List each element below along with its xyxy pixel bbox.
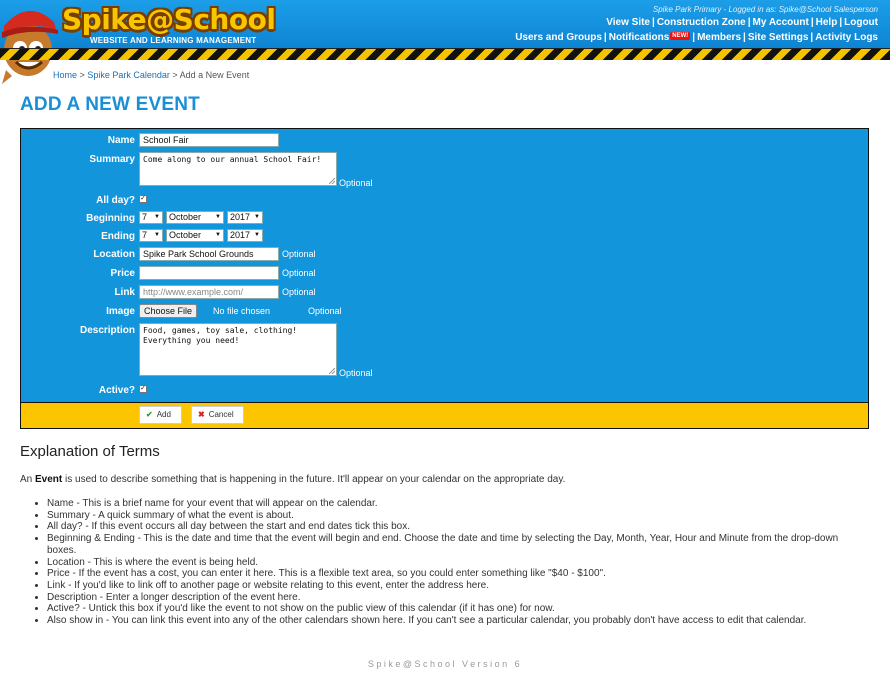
hazard-stripe	[0, 48, 890, 60]
caret-down-icon: ▼	[254, 232, 260, 238]
active-label: Active?	[98, 385, 135, 396]
beginning-year-value: 2017	[230, 212, 251, 222]
check-circle-icon: ✔	[146, 410, 153, 419]
resize-handle-icon[interactable]	[329, 178, 335, 184]
ending-year-select[interactable]	[227, 229, 263, 242]
choose-file-button[interactable]: Choose File	[139, 304, 197, 318]
list-item: • Location - This is where the event is being held.	[47, 557, 869, 569]
cancel-button-label: Cancel	[208, 410, 234, 419]
ending-year-value: 2017	[230, 230, 251, 240]
beginning-year-select[interactable]	[227, 211, 263, 224]
nav-my-account[interactable]: My Account	[752, 17, 809, 28]
logo-tagline: WEBSITE AND LEARNING MANAGEMENT	[90, 36, 257, 45]
all-day-label: All day?	[96, 195, 135, 206]
list-item: • Also show in - You can link this event into any of the other calendars shown here. If you can't see a particular calendar, you probably don't have access to edit that calendar.	[47, 615, 869, 627]
cancel-button[interactable]	[191, 406, 244, 424]
breadcrumb-home[interactable]: Home	[53, 70, 78, 80]
price-label: Price	[110, 268, 135, 279]
nav-activity-logs[interactable]: Activity Logs	[815, 32, 878, 43]
breadcrumb-separator: >	[172, 70, 178, 80]
logged-in-status: Spike Park Primary - Logged in as: Spike@School Salesperson	[652, 5, 878, 14]
new-badge: NEW!	[672, 33, 689, 39]
beginning-month-select[interactable]	[166, 211, 224, 224]
nav-logout[interactable]: Logout	[844, 17, 878, 28]
summary-text: Come along to our annual School Fair!	[143, 155, 322, 164]
intro-prefix: An	[20, 474, 33, 485]
ending-month-value: October	[169, 230, 202, 240]
all-day-checkbox[interactable]: ✓	[140, 195, 146, 202]
name-label: Name	[107, 135, 135, 146]
breadcrumb-separator: >	[79, 70, 85, 80]
top-nav-row-1: View Site | Construction Zone | My Account | Help | Logout	[606, 17, 878, 28]
beginning-month-value: October	[169, 212, 202, 222]
list-item: • Description - Enter a longer description of the event here.	[47, 592, 869, 604]
list-item: • Active? - Untick this box if you'd like the event to not show on the public view of this calendar (if it has one) for now.	[47, 603, 869, 615]
breadcrumb-current: Add a New Event	[179, 70, 250, 80]
mascot-logo-icon	[0, 0, 60, 90]
ending-label: Ending	[101, 231, 135, 242]
explanation-intro	[20, 474, 565, 485]
caret-down-icon: ▼	[215, 214, 221, 220]
list-item: • Link - If you'd like to link off to another page or website relating to this event, enter the address here.	[47, 580, 869, 592]
nav-site-settings[interactable]: Site Settings	[747, 32, 809, 43]
link-optional: Optional	[282, 287, 316, 297]
nav-construction-zone[interactable]: Construction Zone	[656, 17, 746, 28]
terms-list	[29, 498, 869, 627]
resize-handle-icon[interactable]	[329, 368, 335, 374]
explanation-title: Explanation of Terms	[20, 443, 160, 460]
caret-down-icon: ▼	[254, 214, 260, 220]
intro-bold: Event	[35, 474, 63, 485]
beginning-label: Beginning	[86, 213, 135, 224]
close-icon: ✖	[198, 410, 205, 419]
nav-users-and-groups[interactable]: Users and Groups	[515, 32, 602, 43]
ending-day-value: 7	[142, 230, 148, 240]
ending-day-select[interactable]	[139, 229, 163, 242]
logo-text[interactable]: Spike@School	[62, 3, 276, 36]
image-label: Image	[106, 306, 135, 317]
description-optional: Optional	[339, 368, 373, 378]
add-button[interactable]	[139, 406, 182, 424]
location-label: Location	[93, 249, 135, 260]
form-fields-panel	[21, 129, 868, 402]
caret-down-icon: ▼	[154, 214, 160, 220]
ending-month-select[interactable]	[166, 229, 224, 242]
breadcrumb-calendar[interactable]: Spike Park Calendar	[87, 70, 170, 80]
top-nav-row-2: Users and Groups | Notifications NEW! | Members | Site Settings | Activity Logs	[515, 32, 878, 43]
caret-down-icon: ▼	[215, 232, 221, 238]
footer-version: Spike@School Version 6	[367, 659, 523, 669]
description-textarea[interactable]	[139, 323, 337, 376]
list-item: • Price - If the event has a cost, you can enter it here. This is a flexible text area, so you could enter something like "$40 - $100".	[47, 568, 869, 580]
nav-members[interactable]: Members	[697, 32, 741, 43]
list-item: • Summary - A quick summary of what the event is about.	[47, 510, 869, 522]
active-checkbox[interactable]: ✓	[140, 385, 146, 392]
beginning-day-select[interactable]	[139, 211, 163, 224]
list-item: • All day? - If this event occurs all day between the start and end dates tick this box.	[47, 521, 869, 533]
price-input[interactable]	[139, 266, 279, 280]
summary-label: Summary	[89, 154, 135, 165]
file-status: No file chosen	[213, 306, 271, 316]
link-input[interactable]: http://www.example.com/	[139, 285, 279, 299]
summary-optional: Optional	[339, 178, 373, 188]
link-label: Link	[114, 287, 135, 298]
nav-help[interactable]: Help	[815, 17, 838, 28]
description-label: Description	[79, 325, 135, 336]
breadcrumb	[53, 70, 249, 80]
summary-textarea[interactable]	[139, 152, 337, 186]
name-input[interactable]: School Fair	[139, 133, 279, 147]
nav-notifications[interactable]	[609, 32, 691, 43]
caret-down-icon: ▼	[154, 232, 160, 238]
event-form	[20, 128, 869, 429]
nav-notifications-label: Notifications	[608, 32, 670, 43]
site-header	[0, 0, 890, 50]
description-text: Food, games, toy sale, clothing! Everything you need!	[143, 326, 298, 345]
list-item: • Beginning & Ending - This is the date and time that the event will begin and end. Choose the date and time by selecting the Day, Month, Year, Hour and Minute from the drop-down boxes.	[47, 533, 869, 556]
add-button-label: Add	[156, 410, 171, 419]
nav-view-site[interactable]: View Site	[606, 17, 650, 28]
list-item: • Name - This is a brief name for your event that will appear on the calendar.	[47, 498, 869, 510]
beginning-day-value: 7	[142, 212, 148, 222]
intro-suffix: is used to describe something that is happening in the future. It'll appear on your calendar on the appropriate day.	[65, 474, 566, 485]
page-title: ADD A NEW EVENT	[20, 94, 200, 115]
price-optional: Optional	[282, 268, 316, 278]
location-optional: Optional	[282, 249, 316, 259]
location-input[interactable]: Spike Park School Grounds	[139, 247, 279, 261]
image-optional: Optional	[308, 306, 342, 316]
